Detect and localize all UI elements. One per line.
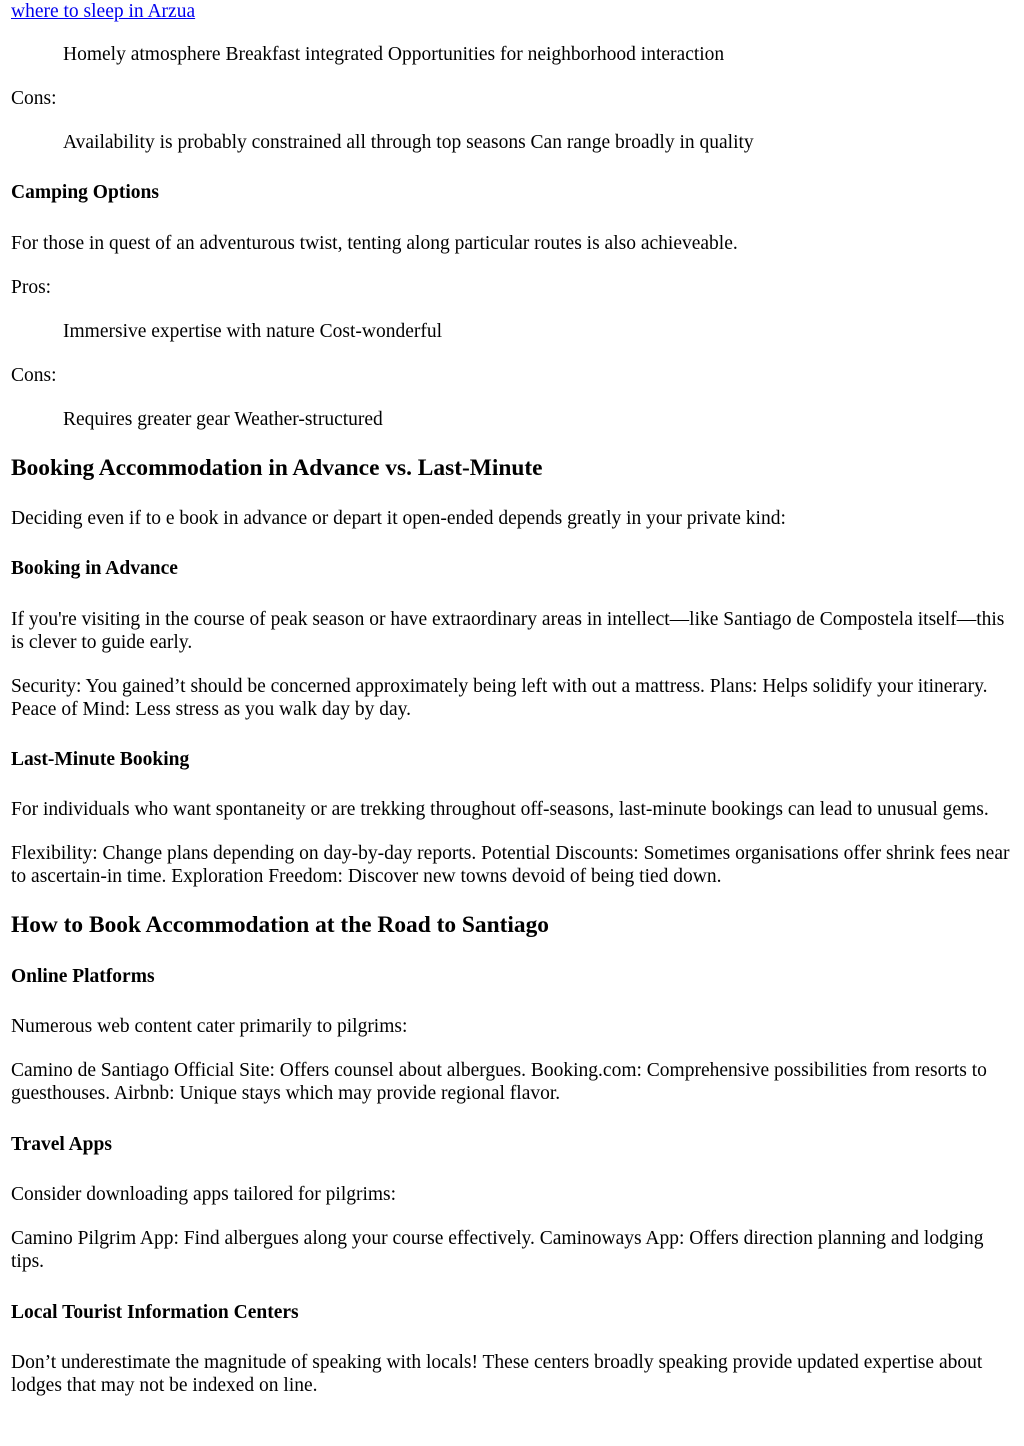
online-platforms-heading: Online Platforms [11, 966, 155, 987]
camping-heading: Camping Options [11, 182, 159, 203]
online-platforms-list: Camino de Santiago Official Site: Offers counsel about albergues. Booking.com: Comprehensive possibilities from resorts to guesthouses. Airbnb: Unique stays which may provide regional flavor. [11, 1060, 987, 1104]
advance-paragraph-2: Security: You gained’t should be concerned approximately being left with out a mattress. Plans: Helps solidify your itinerary. Peace of Mind: Less stress as you walk day by day. [11, 676, 988, 720]
tourist-centers-heading: Local Tourist Information Centers [11, 1302, 299, 1323]
last-minute-paragraph-2: Flexibility: Change plans depending on day-by-day reports. Potential Discounts: Sometimes organisations offer shrink fees near to ascertain-in time. Exploration Freedom: Discover new towns devoid of being tied down. [11, 843, 1010, 887]
online-platforms-intro: Numerous web content cater primarily to pilgrims: [11, 1016, 408, 1037]
camping-cons-label: Cons: [11, 365, 57, 386]
arzua-link[interactable]: where to sleep in Arzua [11, 1, 196, 22]
advance-heading: Booking in Advance [11, 558, 178, 579]
tourist-centers-paragraph: Don’t underestimate the magnitude of speaking with locals! These centers broadly speaking provide updated expertise about lodges that may not be indexed on line. [11, 1352, 983, 1396]
booking-intro: Deciding even if to e book in advance or depart it open-ended depends greatly in your private kind: [11, 508, 786, 529]
camping-pros-items: Immersive expertise with nature Cost-wonderful [63, 321, 443, 342]
howto-heading: How to Book Accommodation at the Road to Santiago [11, 912, 549, 938]
advance-paragraph-1: If you're visiting in the course of peak season or have extraordinary areas in intellect—like Santiago de Compostela itself—this is clever to guide early. [11, 609, 1005, 653]
guesthouse-cons-label: Cons: [11, 88, 57, 109]
travel-apps-heading: Travel Apps [11, 1134, 112, 1155]
last-minute-heading: Last-Minute Booking [11, 749, 190, 770]
camping-intro: For those in quest of an adventurous twist, tenting along particular routes is also achieveable. [11, 233, 738, 254]
last-minute-paragraph-1: For individuals who want spontaneity or are trekking throughout off-seasons, last-minute bookings can lead to unusual gems. [11, 799, 989, 820]
guesthouse-pros-items: Homely atmosphere Breakfast integrated Opportunities for neighborhood interaction [63, 44, 725, 65]
travel-apps-intro: Consider downloading apps tailored for pilgrims: [11, 1184, 397, 1205]
guesthouse-cons-items: Availability is probably constrained all through top seasons Can range broadly in quality [63, 132, 754, 153]
booking-heading: Booking Accommodation in Advance vs. Last-Minute [11, 455, 543, 481]
camping-cons-items: Requires greater gear Weather-structured [63, 409, 383, 430]
camping-pros-label: Pros: [11, 277, 52, 298]
travel-apps-list: Camino Pilgrim App: Find albergues along your course effectively. Caminoways App: Offers direction planning and lodging tips. [11, 1228, 984, 1272]
